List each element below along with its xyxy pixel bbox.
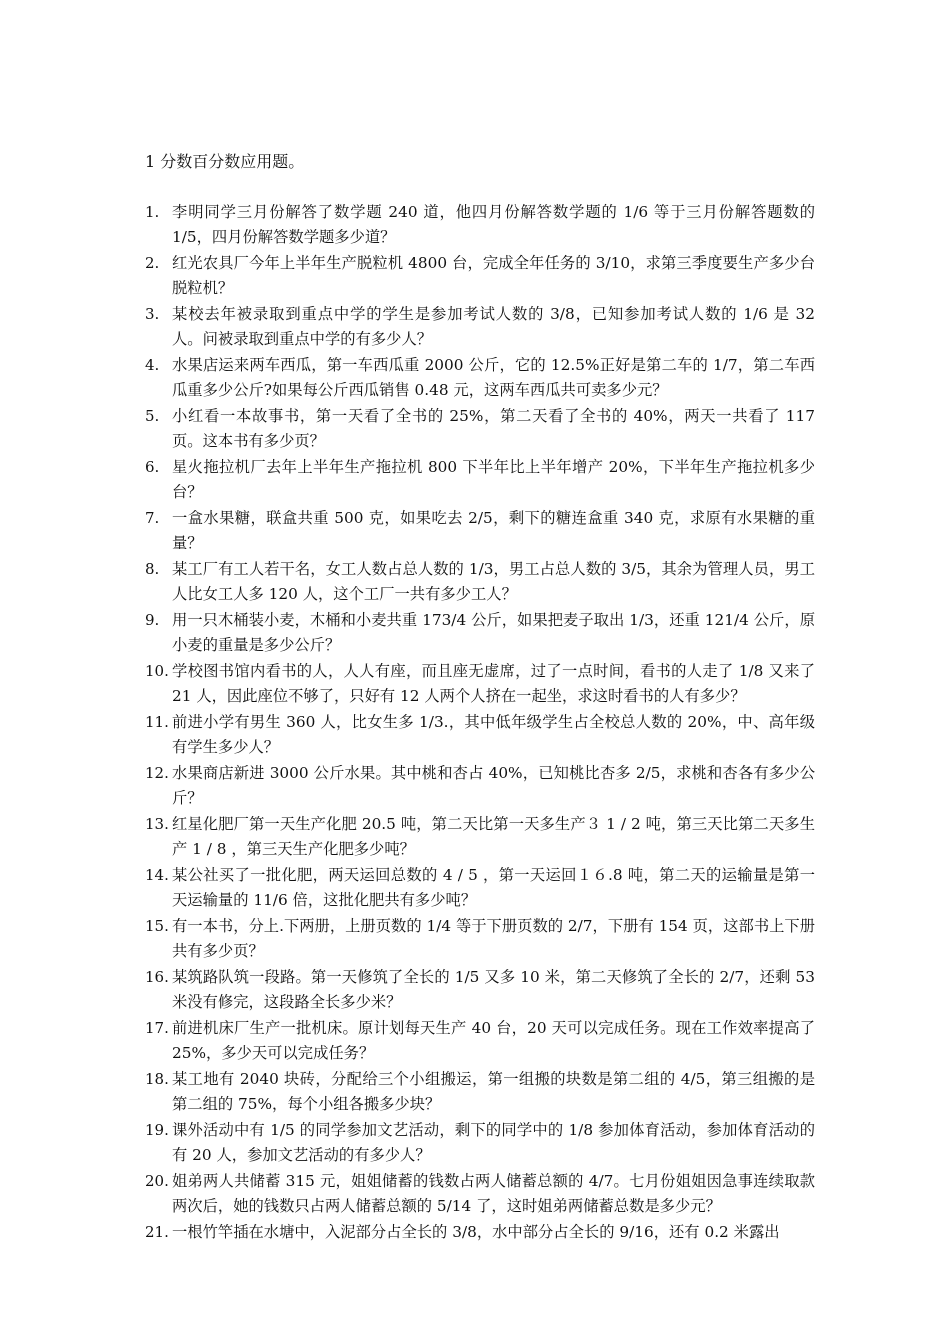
- problem-list: [145, 200, 815, 1247]
- problem-text: 某工厂有工人若干名，女工人数占总人数的 1/3，男工占总人数的 3/5，其余为管理人员，男工人比女工人多 120 人，这个工厂一共有多少工人？: [172, 560, 815, 603]
- list-item: [145, 863, 815, 912]
- list-item: [145, 659, 815, 708]
- problem-number: 21.: [145, 1223, 169, 1241]
- problem-number: 9.: [145, 611, 160, 629]
- problem-number: 6.: [145, 458, 160, 476]
- problem-text: 学校图书馆内看书的人，人人有座，而且座无虚席，过了一点时间，看书的人走了 1/8 又来了 21 人，因此座位不够了，只好有 12 人两个人挤在一起坐，求这时看书的人有多少？: [172, 662, 815, 705]
- list-item: [145, 302, 815, 351]
- problem-number: 1.: [145, 203, 160, 221]
- problem-number: 14.: [145, 866, 169, 884]
- list-item: [145, 1067, 815, 1116]
- problem-text: 李明同学三月份解答了数学题 240 道，他四月份解答数学题的 1/6 等于三月份解答题数的 1/5，四月份解答数学题多少道？: [172, 203, 815, 246]
- problem-text: 某工地有 2040 块砖，分配给三个小组搬运，第一组搬的块数是第二组的 4/5，第三组搬的是第二组的 75%，每个小组各搬多少块？: [172, 1070, 815, 1113]
- problem-text: 红星化肥厂第一天生产化肥 20.5 吨，第二天比第一天多生产３ 1 / 2 吨，第三天比第二天多生产 1 / 8 ，第三天生产化肥多少吨？: [172, 815, 815, 858]
- list-item: [145, 1016, 815, 1065]
- problem-text: 水果商店新进 3000 公斤水果。其中桃和杏占 40%，已知桃比杏多 2/5，求桃和杏各有多少公斤？: [172, 764, 815, 807]
- list-item: [145, 506, 815, 555]
- problem-number: 4.: [145, 356, 160, 374]
- list-item: [145, 965, 815, 1014]
- problem-number: 5.: [145, 407, 160, 425]
- problem-text: 某筑路队筑一段路。第一天修筑了全长的 1/5 又多 10 米，第二天修筑了全长的 2/7，还剩 53 米没有修完，这段路全长多少米？: [172, 968, 815, 1011]
- problem-text: 用一只木桶装小麦，木桶和小麦共重 173/4 公斤，如果把麦子取出 1/3，还重 121/4 公斤，原小麦的重量是多少公斤？: [172, 611, 815, 654]
- list-item: [145, 914, 815, 963]
- problem-number: 19.: [145, 1121, 169, 1139]
- list-item: [145, 1118, 815, 1167]
- list-item: [145, 1169, 815, 1218]
- problem-text: 某公社买了一批化肥，两天运回总数的 4 / 5 ，第一天运回１６.8 吨，第二天的运输量是第一天运输量的 11/6 倍，这批化肥共有多少吨？: [172, 866, 815, 909]
- problem-text: 一根竹竿插在水塘中，入泥部分占全长的 3/8，水中部分占全长的 9/16，还有 0.2 米露出: [172, 1223, 780, 1241]
- problem-text: 前进机床厂生产一批机床。原计划每天生产 40 台，20 天可以完成任务。现在工作效率提高了 25%，多少天可以完成任务？: [172, 1019, 815, 1062]
- problem-text: 课外活动中有 1/5 的同学参加文艺活动，剩下的同学中的 1/8 参加体育活动，参加体育活动的有 20 人，参加文艺活动的有多少人？: [172, 1121, 815, 1164]
- problem-number: 2.: [145, 254, 160, 272]
- problem-number: 20.: [145, 1172, 169, 1190]
- problem-number: 3.: [145, 305, 160, 323]
- list-item: [145, 353, 815, 402]
- problem-number: 10.: [145, 662, 169, 680]
- problem-text: 水果店运来两车西瓜，第一车西瓜重 2000 公斤，它的 12.5%正好是第二车的 1/7，第二车西瓜重多少公斤?如果每公斤西瓜销售 0.48 元，这两车西瓜共可卖多少元？: [172, 356, 815, 399]
- list-item: [145, 200, 815, 249]
- problem-number: 18.: [145, 1070, 169, 1088]
- list-item: [145, 404, 815, 453]
- problem-number: 7.: [145, 509, 160, 527]
- list-item: [145, 710, 815, 759]
- problem-text: 小红看一本故事书，第一天看了全书的 25%，第二天看了全书的 40%，两天一共看了 117 页。这本书有多少页？: [172, 407, 815, 450]
- problem-text: 有一本书，分上.下两册，上册页数的 1/4 等于下册页数的 2/7，下册有 154 页，这部书上下册共有多少页？: [172, 917, 816, 960]
- list-item: [145, 812, 815, 861]
- list-item: [145, 1220, 815, 1245]
- problem-text: 前进小学有男生 360 人，比女生多 1/3.，其中低年级学生占全校总人数的 20%，中、高年级有学生多少人？: [172, 713, 815, 756]
- problem-text: 某校去年被录取到重点中学的学生是参加考试人数的 3/8，已知参加考试人数的 1/6 是 32 人。问被录取到重点中学的有多少人？: [172, 305, 815, 348]
- list-item: [145, 761, 815, 810]
- problem-text: 一盒水果糖，联盒共重 500 克，如果吃去 2/5，剩下的糖连盒重 340 克，求原有水果糖的重量？: [172, 509, 815, 552]
- page-title: 1 分数百分数应用题。: [145, 152, 305, 171]
- problem-text: 红光农具厂今年上半年生产脱粒机 4800 台，完成全年任务的 3/10，求第三季度要生产多少台脱粒机？: [172, 254, 815, 297]
- problem-number: 15.: [145, 917, 169, 935]
- problem-text: 姐弟两人共储蓄 315 元，姐姐储蓄的钱数占两人储蓄总额的 4/7。七月份姐姐因急事连续取款两次后，她的钱数只占两人储蓄总额的 5/14 了，这时姐弟两储蓄总数是多少元？: [172, 1172, 815, 1215]
- problem-number: 11.: [145, 713, 169, 731]
- list-item: [145, 557, 815, 606]
- problem-number: 8.: [145, 560, 160, 578]
- problem-number: 13.: [145, 815, 169, 833]
- problem-number: 17.: [145, 1019, 169, 1037]
- problem-text: 星火拖拉机厂去年上半年生产拖拉机 800 下半年比上半年增产 20%，下半年生产拖拉机多少台？: [172, 458, 815, 501]
- list-item: [145, 251, 815, 300]
- list-item: [145, 455, 815, 504]
- problem-number: 16.: [145, 968, 169, 986]
- problem-number: 12.: [145, 764, 169, 782]
- list-item: [145, 608, 815, 657]
